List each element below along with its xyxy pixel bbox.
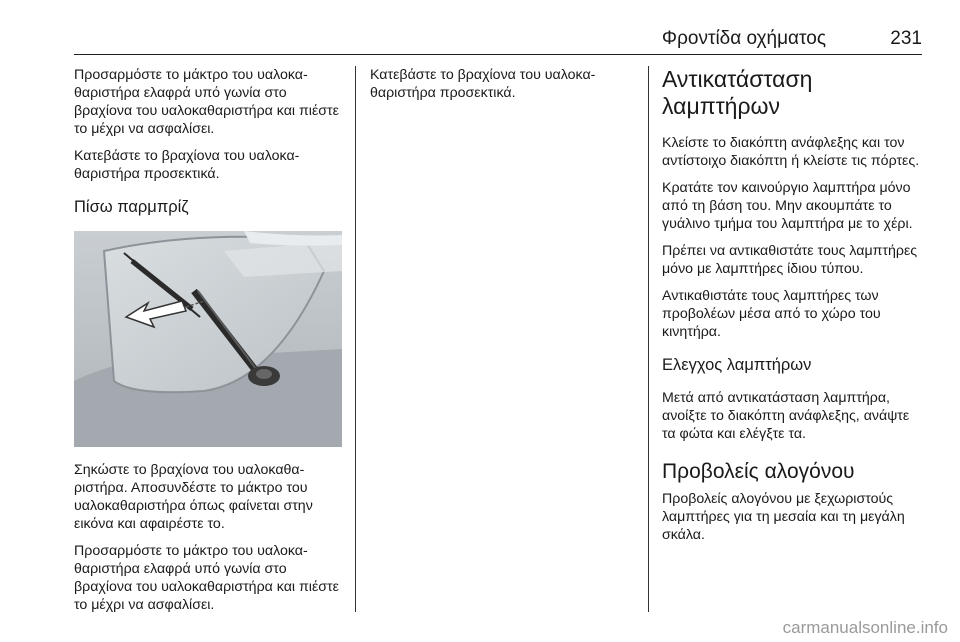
paragraph: Κρατάτε τον καινούργιο λαμπτήρα μόνο από τη βάση του. Μην ακουμπάτε το γυάλινο τμήμα του λαμπτήρα με το χέρι. [662, 180, 913, 232]
section-heading: Προβολείς αλογόνου [662, 460, 855, 483]
paragraph: Κατεβάστε το βραχίονα του υαλοκαθαριστήρα προσεκτικά. [370, 67, 596, 101]
paragraph: Κατεβάστε το βραχίονα του υαλοκαθαριστήρα προσεκτικά. [74, 148, 300, 182]
paragraph: Κλείστε το διακόπτη ανάφλεξης και τον αντίστοιχο διακόπτη ή κλείστε τις πόρτες. [662, 135, 920, 169]
header-rule [74, 54, 922, 55]
section-heading: Πίσω παρμπρίζ [74, 198, 189, 216]
paragraph: Αντικαθιστάτε τους λαμπτήρες των προβολέων μέσα από το χώρο του κινητήρα. [662, 288, 881, 340]
page-header [74, 28, 922, 58]
paragraph: Μετά από αντικατάσταση λαμπτήρα, ανοίξτε το διακόπτη ανάφλεξης, ανάψτε τα φώτα και ελέγξτε τα. [662, 390, 910, 442]
page-number: 231 [890, 28, 922, 49]
paragraph: Προσαρμόστε το μάκτρο του υαλοκαθαριστήρα ελαφρά υπό γωνία στο βραχίονα του υαλοκαθαριστήρα και πιέστε το μέχρι να ασφαλίσει. [74, 67, 339, 137]
column-1 [74, 66, 342, 623]
paragraph: Σηκώστε το βραχίονα του υαλοκαθαριστήρα. Αποσυνδέστε το μάκτρο του υαλοκαθαριστήρα όπως φαίνεται στην εικόνα και αφαιρέστε το. [74, 462, 313, 532]
subsection-heading: Ελεγχος λαμπτήρων [662, 356, 812, 374]
paragraph: Προβολείς αλογόνου με ξεχωριστούς λαμπτήρες για τη μεσαία και τη μεγάλη σκάλα. [662, 491, 905, 543]
watermark: carmanualsonline.info [782, 618, 948, 637]
section-heading: Αντικατάσταση λαμπτήρων [662, 66, 813, 119]
paragraph: Πρέπει να αντικαθιστάτε τους λαμπτήρες μόνο με λαμπτήρες ίδιου τύπου. [662, 243, 918, 277]
paragraph: Προσαρμόστε το μάκτρο του υαλοκαθαριστήρα ελαφρά υπό γωνία στο βραχίονα του υαλοκαθαριστήρα και πιέστε το μέχρι να ασφαλίσει. [74, 543, 339, 613]
header-title: Φροντίδα οχήματος [661, 28, 826, 49]
column-2 [370, 66, 632, 111]
column-divider [648, 66, 649, 612]
column-3 [662, 66, 926, 553]
column-divider [355, 66, 356, 612]
rear-wiper-illustration [74, 231, 342, 447]
